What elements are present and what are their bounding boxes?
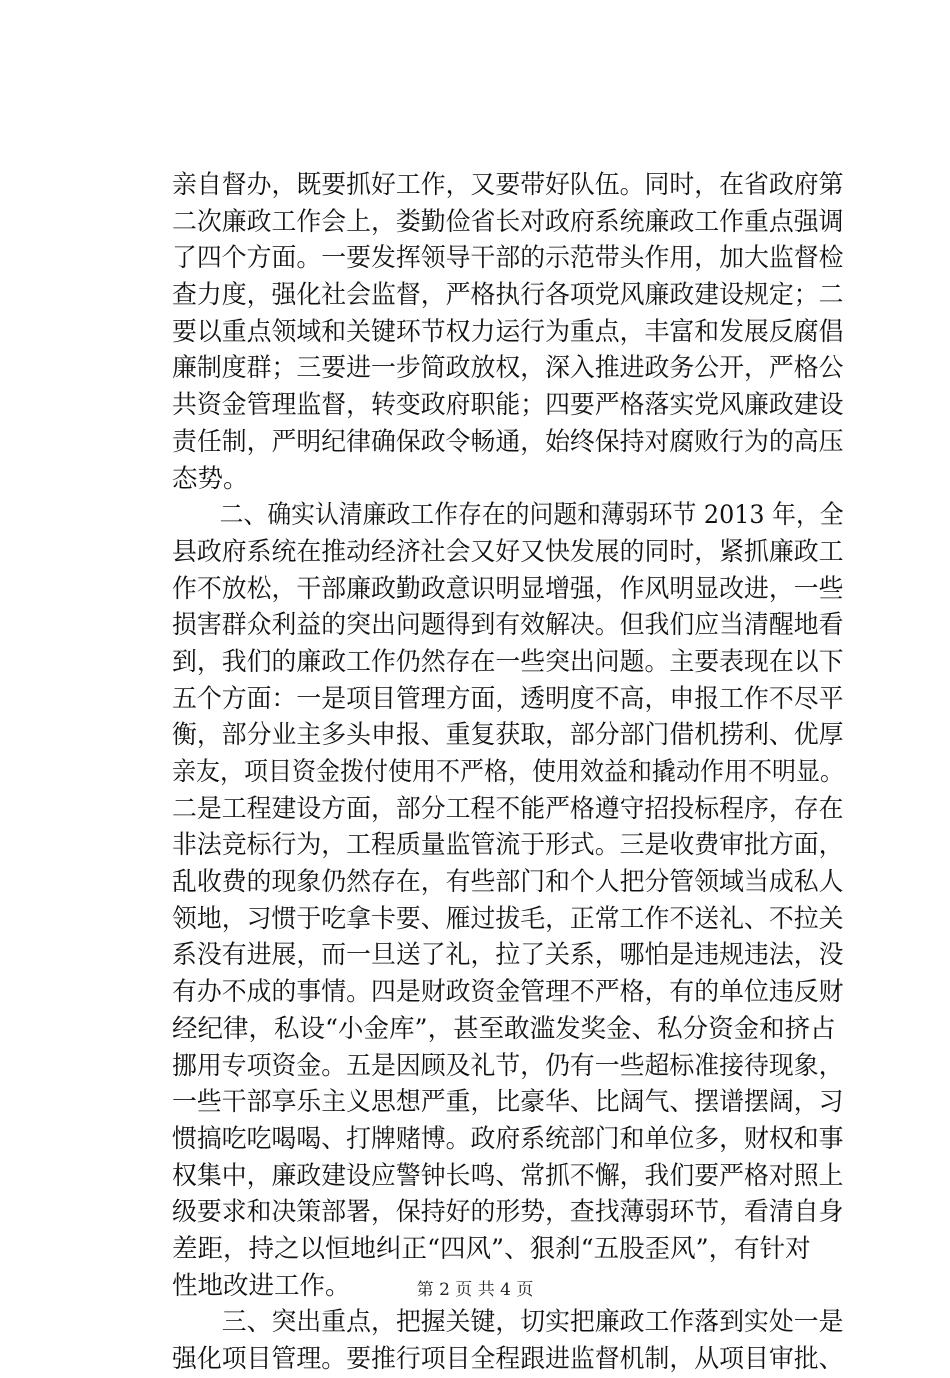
text-line: 二次廉政工作会上，娄勤俭省长对政府系统廉政工作重点强调 — [172, 206, 844, 237]
body-text — [172, 167, 844, 1378]
text-line: 查力度，强化社会监督，严格执行各项党风廉政建设规定；二 — [172, 280, 844, 311]
text-line: 领地，习惯于吃拿卡要、雁过拔毛，正常工作不送礼、不拉关 — [172, 903, 844, 934]
text-line: 五个方面：一是项目管理方面，透明度不高，申报工作不尽平 — [172, 683, 844, 714]
text-line: 惯搞吃吃喝喝、打牌赌博。政府系统部门和单位多，财权和事 — [172, 1123, 844, 1154]
text-line: 非法竞标行为，工程质量监管流于形式。三是收费审批方面， — [172, 830, 844, 861]
text-line: 县政府系统在推动经济社会又好又快发展的同时，紧抓廉政工 — [172, 536, 844, 567]
text-line: 损害群众利益的突出问题得到有效解决。但我们应当清醒地看 — [172, 610, 844, 641]
text-line: 亲自督办，既要抓好工作，又要带好队伍。同时，在省政府第 — [172, 170, 844, 200]
text-line: 一些干部享乐主义思想严重，比豪华、比阔气、摆谱摆阔，习 — [172, 1087, 844, 1118]
text-line: 责任制，严明纪律确保政令畅通，始终保持对腐败行为的高压 — [172, 426, 844, 457]
text-line: 二、确实认清廉政工作存在的问题和薄弱环节 2013 年，全 — [172, 500, 844, 531]
text-line: 经纪律，私设“小金库”，甚至敢滥发奖金、私分资金和挤占 — [172, 1013, 836, 1044]
text-line: 廉制度群；三要进一步简政放权，深入推进政务公开，严格公 — [172, 353, 844, 384]
text-line: 级要求和决策部署，保持好的形势，查找薄弱环节，看清自身 — [172, 1197, 844, 1228]
text-line: 了四个方面。一要发挥领导干部的示范带头作用，加大监督检 — [172, 243, 844, 274]
text-line: 到，我们的廉政工作仍然存在一些突出问题。主要表现在以下 — [172, 646, 844, 677]
text-line: 权集中，廉政建设应警钟长鸣、常抓不懈，我们要严格对照上 — [172, 1160, 844, 1191]
text-line: 衡，部分业主多头申报、重复获取，部分部门借机捞利、优厚 — [172, 720, 844, 751]
text-line: 亲友，项目资金拨付使用不严格，使用效益和撬动作用不明显。 — [172, 757, 845, 787]
text-line: 共资金管理监督，转变政府职能；四要严格落实党风廉政建设 — [172, 390, 844, 421]
text-line: 系没有进展，而一旦送了礼，拉了关系，哪怕是违规违法，没 — [172, 940, 844, 971]
text-line: 强化项目管理。要推行项目全程跟进监督机制，从项目审批、 — [172, 1344, 844, 1374]
page-footer: 第 2 页 共 4 页 — [416, 1280, 534, 1300]
text-line: 二是工程建设方面，部分工程不能严格遵守招投标程序，存在 — [172, 793, 844, 824]
text-line: 作不放松，干部廉政勤政意识明显增强，作风明显改进，一些 — [172, 573, 844, 604]
text-line: 要以重点领域和关键环节权力运行为重点，丰富和发展反腐倡 — [172, 316, 844, 347]
text-line: 挪用专项资金。五是因顾及礼节，仍有一些超标准接待现象， — [172, 1050, 844, 1081]
text-line: 三、突出重点，把握关键，切实把廉政工作落到实处一是 — [172, 1307, 844, 1338]
text-line: 乱收费的现象仍然存在，有些部门和个人把分管领域当成私人 — [172, 867, 844, 898]
text-line: 性地改进工作。 — [172, 1270, 351, 1301]
text-line: 有办不成的事情。四是财政资金管理不严格，有的单位违反财 — [172, 977, 844, 1008]
text-line: 差距，持之以恒地纠正“四风”、狠刹“五股歪风”，有针对 — [172, 1233, 811, 1264]
text-line: 态势。 — [172, 463, 249, 494]
